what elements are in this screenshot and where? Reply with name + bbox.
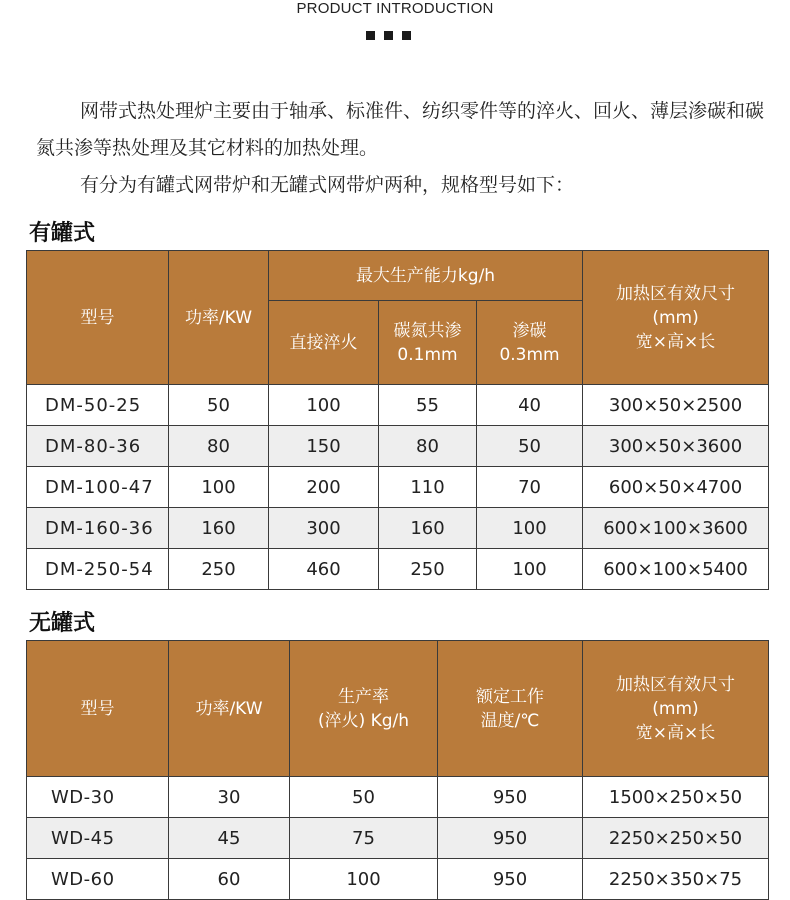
cell-quench: 200 (269, 467, 379, 508)
header-rate-line-2: (淬火) Kg/h (317, 710, 410, 731)
dot-icon (366, 31, 375, 40)
cell-carbonitride: 55 (379, 385, 477, 426)
cell-power: 100 (169, 467, 269, 508)
header-model: 型号 (27, 251, 169, 385)
intro-paragraph-1: 网带式热处理炉主要由于轴承、标准件、纺织零件等的淬火、回火、薄层渗碳和碳氮共渗等热处理及其它材料的加热处理。 (36, 100, 765, 159)
cell-model: DM-100-47 (27, 467, 169, 508)
header-temp-line-2: 温度/℃ (480, 710, 540, 731)
cell-carburize: 100 (477, 549, 583, 590)
table-row (27, 426, 769, 467)
table-row (27, 549, 769, 590)
header-temp-line-1: 额定工作 (476, 686, 544, 707)
header-size-line-1: 加热区有效尺寸 (616, 283, 736, 304)
header-size-line-3: 宽×高×长 (635, 331, 716, 352)
cell-power: 60 (169, 859, 290, 900)
header-carbonitride-line-2: 0.1mm (397, 344, 458, 365)
spec-table-tank (26, 250, 769, 590)
cell-rate: 75 (290, 818, 438, 859)
cell-carburize: 40 (477, 385, 583, 426)
header-size-line-2: (mm) (652, 698, 699, 719)
cell-model: DM-50-25 (27, 385, 169, 426)
cell-quench: 100 (269, 385, 379, 426)
cell-rate: 50 (290, 777, 438, 818)
header-rated-temperature (438, 641, 583, 777)
table-row (27, 818, 769, 859)
header-size-line-1: 加热区有效尺寸 (616, 674, 735, 695)
cell-carburize: 100 (477, 508, 583, 549)
header-power: 功率/KW (169, 641, 290, 777)
cell-size: 600×100×3600 (583, 508, 769, 549)
cell-size: 600×50×4700 (583, 467, 769, 508)
header-heating-size (583, 641, 769, 777)
cell-size: 2250×250×50 (583, 818, 769, 859)
intro-text (36, 93, 766, 204)
cell-quench: 150 (269, 426, 379, 467)
cell-carbonitride: 80 (379, 426, 477, 467)
dot-icon (402, 31, 411, 40)
cell-carburize: 50 (477, 426, 583, 467)
cell-temp: 950 (438, 818, 583, 859)
table-row (27, 777, 769, 818)
cell-size: 300×50×3600 (583, 426, 769, 467)
header-direct-quench: 直接淬火 (269, 301, 379, 385)
table-row (27, 467, 769, 508)
header-carburize-line-2: 0.3mm (499, 344, 560, 365)
cell-quench: 300 (269, 508, 379, 549)
cell-model: DM-80-36 (27, 426, 169, 467)
cell-power: 250 (169, 549, 269, 590)
header-divider-dots (366, 31, 411, 40)
cell-carbonitride: 160 (379, 508, 477, 549)
header-capacity: 最大生产能力kg/h (269, 251, 583, 301)
cell-power: 30 (169, 777, 290, 818)
table-row (27, 385, 769, 426)
header-rate-line-1: 生产率 (338, 686, 389, 707)
cell-temp: 950 (438, 859, 583, 900)
header-carbonitride (379, 301, 477, 385)
table-row (27, 859, 769, 900)
section-title-tankless: 无罐式 (29, 610, 96, 636)
cell-carburize: 70 (477, 467, 583, 508)
cell-model: DM-160-36 (27, 508, 169, 549)
header-power: 功率/KW (169, 251, 269, 385)
cell-power: 45 (169, 818, 290, 859)
cell-carbonitride: 250 (379, 549, 477, 590)
cell-model: WD-30 (27, 777, 169, 818)
section-title-tank: 有罐式 (29, 220, 96, 246)
header-model: 型号 (27, 641, 169, 777)
header-carburize (477, 301, 583, 385)
cell-model: WD-45 (27, 818, 169, 859)
cell-temp: 950 (438, 777, 583, 818)
cell-power: 80 (169, 426, 269, 467)
header-size-line-3: 宽×高×长 (635, 722, 716, 743)
dot-icon (384, 31, 393, 40)
cell-size: 2250×350×75 (583, 859, 769, 900)
cell-model: WD-60 (27, 859, 169, 900)
cell-carbonitride: 110 (379, 467, 477, 508)
section-header-title: PRODUCT INTRODUCTION (296, 0, 494, 17)
header-heating-size (583, 251, 769, 385)
header-carburize-line-1: 渗碳 (512, 320, 547, 341)
cell-quench: 460 (269, 549, 379, 590)
intro-paragraph-2: 有分为有罐式网带炉和无罐式网带炉两种，规格型号如下： (80, 174, 575, 196)
spec-table-tankless (26, 640, 769, 900)
cell-power: 160 (169, 508, 269, 549)
table-row (27, 508, 769, 549)
cell-size: 300×50×2500 (583, 385, 769, 426)
header-production-rate (290, 641, 438, 777)
cell-rate: 100 (290, 859, 438, 900)
cell-model: DM-250-54 (27, 549, 169, 590)
header-carbonitride-line-1: 碳氮共渗 (393, 320, 462, 341)
header-size-line-2: (mm) (652, 307, 699, 328)
cell-power: 50 (169, 385, 269, 426)
cell-size: 600×100×5400 (583, 549, 769, 590)
cell-size: 1500×250×50 (583, 777, 769, 818)
